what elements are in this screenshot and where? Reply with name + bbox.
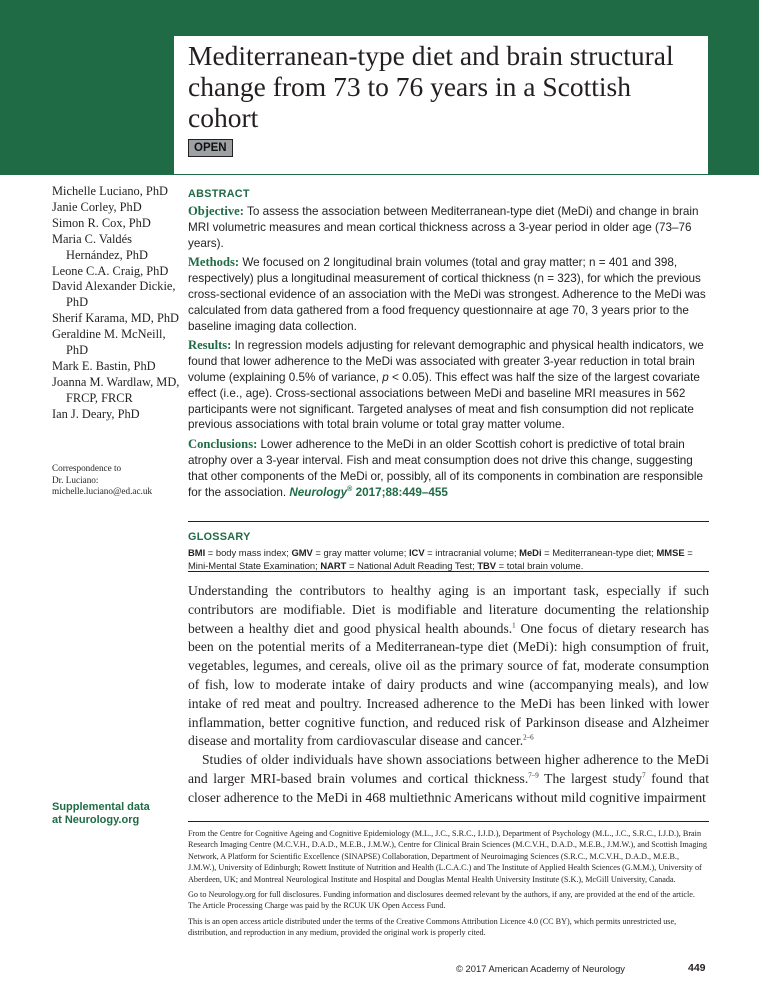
- objective-label: Objective:: [188, 204, 244, 218]
- glossary-def: = total brain volume.: [496, 559, 584, 571]
- conclusions-label: Conclusions:: [188, 437, 258, 452]
- author: David Alexander Dickie, PhD: [52, 279, 176, 310]
- author: Leone C.A. Craig, PhD: [52, 263, 169, 278]
- glossary-abbr: MeDi: [519, 547, 542, 558]
- supplemental-data-link[interactable]: [52, 801, 177, 827]
- glossary-abbr: MMSE: [656, 547, 685, 558]
- methods-text: We focused on 2 longitudinal brain volumes (total and gray matter; n = 401 and 398, respectively) plus a longitudinal measurement of cortical thickness (n = 323), for which the previous cross-sectional evidence of an association with the MeDi was strongest. Adherence to the MeDi was calculated from data gathered from a food frequency questionnaire at age 70, 3 years prior to the baseline imaging data collection.: [188, 256, 706, 333]
- glossary-def: = intracranial volume;: [424, 547, 520, 558]
- glossary-def: = gray matter volume;: [312, 547, 409, 558]
- author: Geraldine M. McNeill, PhD: [52, 327, 166, 358]
- reference[interactable]: 7–9: [528, 771, 539, 780]
- abstract: [188, 188, 709, 504]
- body-text-run: The largest study: [538, 770, 643, 786]
- body-paragraph: [188, 751, 709, 807]
- license-note: This is an open access article distributed under the terms of the Creative Commons Attribution Licence 4.0 (CC BY), which permits unrestricted use, distribution, and reproduction in any medium, provided the original work is properly cited.: [188, 916, 677, 938]
- supplemental-url: at Neurology.org: [52, 814, 140, 826]
- author: Ian J. Deary, PhD: [52, 406, 140, 421]
- supplemental-line: Supplemental data: [52, 801, 150, 813]
- abstract-methods: [188, 255, 709, 334]
- body-paragraph: [188, 582, 709, 751]
- correspondence: [52, 463, 177, 498]
- reference[interactable]: 7: [642, 771, 646, 780]
- glossary-abbr: ICV: [408, 547, 425, 558]
- results-label: Results:: [188, 338, 232, 353]
- correspondence-label: Correspondence to: [52, 463, 122, 473]
- glossary-text: [188, 547, 709, 572]
- glossary-bottom-rule: [188, 571, 709, 572]
- conclusions-text: Lower adherence to the MeDi in an older Scottish cohort is predictive of total brain atrophy over a 3-year interval. Fish and meat consumption does not drive this change, suggesting that other components of the MeDi or, possibly, all of its components in combination are responsible for the association.: [188, 438, 703, 499]
- glossary-abbr: NART: [320, 559, 347, 571]
- open-access-badge: OPEN: [188, 139, 233, 157]
- body-text-run: Understanding the contributors to healthy aging is an important task, especially if such contributors are modifiable. Diet is modifiable and literature documenting the relationship between a healthy diet and good physical health abounds.: [188, 583, 709, 636]
- citation-journal: Neurology: [289, 485, 348, 499]
- affiliations: From the Centre for Cognitive Ageing and Cognitive Epidemiology (M.L., J.C., S.R.C., I.J.D.), Department of Psychology (M.L., J.C., S.R.C., I.J.D.), Brain Research Imaging Centre (M.C.V.H., D.A.D., M.E.B., J.M.W.), Centre for Clinical Brain Sciences (M.C.V.H., D.A.D., M.E.B., J.M.W.), and Scottish Imaging Network, A Platform for Scientific Excellence (SINAPSE) Collaboration, Department of Neuroimaging Sciences (S.R.C., M.C.V.H., D.A.D., M.E.B., J.M.W.), University of Edinburgh; Rowett Institute of Nutrition and Health (L.C.A.C.) and The Institute of Applied Health Sciences (G.M.M.), University of Aberdeen, UK; and Montreal Neurological Institute and Hospital and Douglas Mental Health University Institute (S.K.), McGill University, Canada.: [188, 829, 707, 884]
- abstract-objective: [188, 204, 709, 251]
- glossary-def: = Mini-Mental State Examination;: [188, 547, 693, 571]
- author: Maria C. Valdés Hernández, PhD: [52, 231, 148, 262]
- author: Mark E. Bastin, PhD: [52, 358, 156, 373]
- footnotes: [188, 828, 709, 943]
- body-text-run: Studies of older individuals have shown associations between higher adherence to the MeDi and larger MRI-based brain volumes and cortical thickness.: [188, 752, 709, 786]
- glossary-abbr: TBV: [477, 559, 497, 571]
- glossary-top-rule: [188, 521, 709, 522]
- correspondence-email[interactable]: michelle.luciano@ed.ac.uk: [52, 486, 153, 497]
- reference[interactable]: 2–6: [523, 733, 534, 742]
- citation-reg: ®: [347, 485, 353, 493]
- author-list: [52, 184, 180, 423]
- glossary-def: = body mass index;: [205, 547, 292, 558]
- body-text-run: One focus of dietary research has been on the potential merits of a Mediterranean-type diet (MeDi): high consumption of fruit, vegetables, legumes, and cereals, olive oil as the primary source of fat, moderate consumption of fish, low to moderate intake of dairy products and wine (accompanying meals), and low intake of red meat and poultry. Increased adherence to the MeDi has been linked with lower inflammation, better cognitive function, and reduced risk of Parkinson disease and Alzheimer disease and mortality from cardiovascular disease and cancer.: [188, 620, 709, 749]
- author: Janie Corley, PhD: [52, 199, 142, 214]
- article-title: Mediterranean-type diet and brain structural change from 73 to 76 years in a Scottish cohort: [188, 40, 674, 133]
- glossary-abbr: BMI: [188, 547, 206, 558]
- author: Simon R. Cox, PhD: [52, 215, 151, 230]
- article-body: [188, 582, 709, 808]
- reference[interactable]: 1: [512, 621, 516, 630]
- citation: [289, 486, 448, 499]
- abstract-results: [188, 338, 709, 433]
- author: Michelle Luciano, PhD: [52, 184, 168, 198]
- results-text: In regression models adjusting for relevant demographic and physical health indicators, we found that lower adherence to the MeDi was associated with greater 3-year reduction in total brain volume (explaining 0.5% of variance,: [188, 339, 704, 384]
- glossary: [188, 531, 709, 572]
- results-text-cont: < 0.05). This effect was half the size of the largest covariate effect (i.e., age). Cross-sectional associations between MeDi and baseline MRI measures in 562 participants were not significant. Targeted analyses of meat and fish consumption did not replicate previous associations with total brain volume or total gray matter volume.: [188, 370, 700, 432]
- abstract-heading: ABSTRACT: [188, 188, 250, 200]
- glossary-def: = Mediterranean-type diet;: [541, 547, 657, 558]
- p-value-symbol: p: [382, 370, 389, 384]
- methods-label: Methods:: [188, 255, 240, 270]
- glossary-heading: GLOSSARY: [188, 531, 251, 543]
- glossary-def: = National Adult Reading Test;: [346, 559, 478, 571]
- disclosures: Go to Neurology.org for full disclosures. Funding information and disclosures deemed relevant by the authors, if any, are provided at the end of the article. The Article Processing Charge was paid by the RCUK UK Open Access Fund.: [188, 890, 695, 911]
- glossary-abbr: GMV: [291, 547, 313, 558]
- page-number: 449: [688, 962, 706, 974]
- objective-text: To assess the association between Mediterranean-type diet (MeDi) and change in brain MRI volumetric measures and mean cortical thickness across a 3-year period in older age (73–76 years).: [188, 205, 699, 250]
- citation-ref: 2017;88:449–455: [352, 485, 448, 499]
- author: Sherif Karama, MD, PhD: [52, 311, 179, 326]
- copyright: © 2017 American Academy of Neurology: [456, 963, 625, 974]
- author: Joanna M. Wardlaw, MD, FRCP, FRCR: [52, 374, 180, 405]
- footnote-rule: [188, 821, 709, 822]
- abstract-conclusions: [188, 437, 709, 500]
- body-text-run: found that closer adherence to the MeDi in 468 multiethnic Americans without mild cognitive impairment: [188, 770, 709, 805]
- correspondence-name: Dr. Luciano:: [52, 474, 99, 485]
